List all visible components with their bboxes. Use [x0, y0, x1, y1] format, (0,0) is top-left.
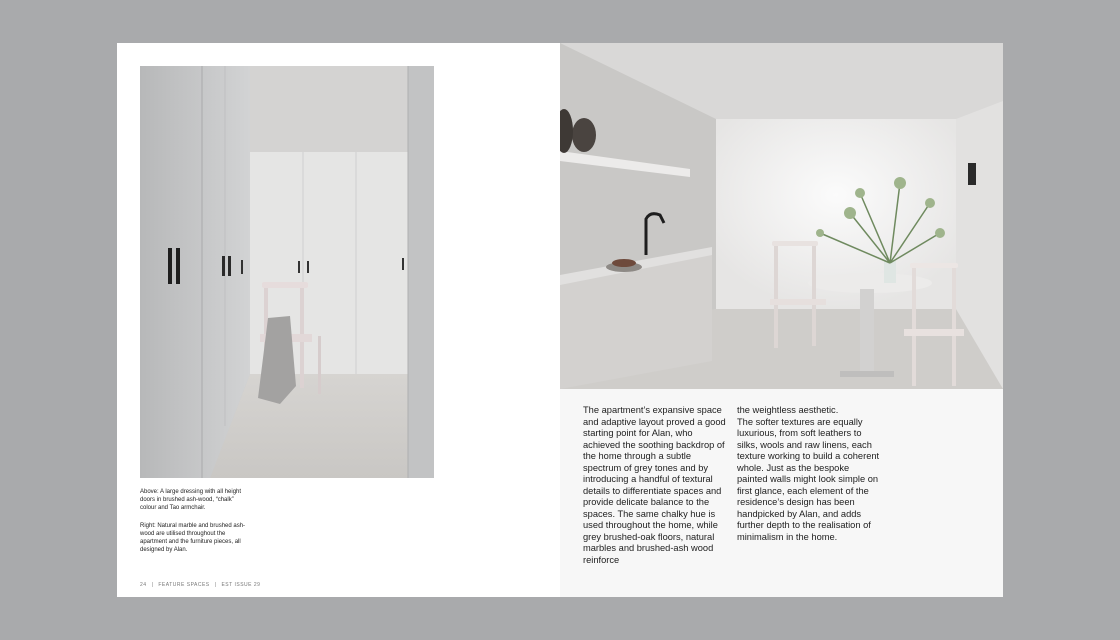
page-footer: [140, 582, 260, 588]
body-text-column-2: [737, 405, 882, 543]
kitchen-dining-photo: [560, 43, 1003, 389]
left-page: [117, 43, 560, 597]
caption-right: Right: Natural marble and brushed ash-wood are utilised throughout the apartment and the furniture pieces, all designed by Alan.: [140, 523, 246, 553]
body-text-column-1: [583, 405, 728, 566]
body-paragraph: The apartment’s expansive space and adaptive layout proved a good starting point for Alan, who achieved the soothing backdrop of the home through a subtle spectrum of grey tones and by introducing a handful of textural details to differentiate spaces and provide delicate balance to the spaces. The same chalky hue is used throughout the home, while grey brushed-oak floors, natural marbles and brushed-ash wood reinforce: [583, 405, 726, 565]
body-paragraph: The softer textures are equally luxurious, from soft leathers to silks, wools and raw linens, each texture working to build a coherent whole. Just as the bespoke painted walls might look simple on first glance, each element of the residence’s design has been handpicked by Alan, and adds further depth to the realisation of minimalism in the home.: [737, 416, 880, 542]
right-page: [560, 43, 1003, 597]
magazine-spread: [117, 43, 1003, 597]
caption-above: Above: A large dressing with all height doors in brushed ash-wood, “chalk” colour and Tao armchair.: [140, 489, 242, 511]
body-paragraph: the weightless aesthetic.: [737, 405, 839, 415]
issue-label: EST ISSUE 29: [221, 582, 261, 588]
section-name: FEATURE SPACES: [158, 582, 210, 588]
dressing-room-photo: [140, 66, 434, 478]
footer-separator: |: [214, 582, 217, 588]
page-number: 24: [140, 582, 147, 588]
footer-separator: |: [151, 582, 154, 588]
